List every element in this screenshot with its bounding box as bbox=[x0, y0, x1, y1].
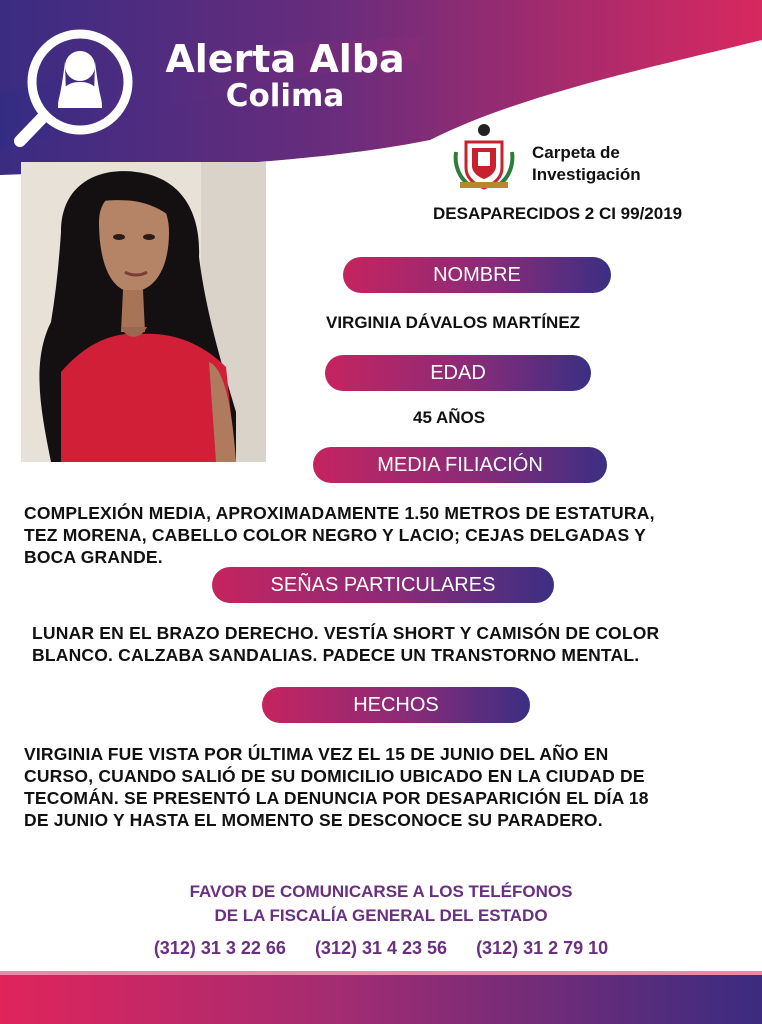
text-line: BLANCO. CALZABA SANDALIAS. PADECE UN TRANSTORNO MENTAL. bbox=[32, 645, 640, 665]
senas-particulares-text bbox=[32, 622, 742, 666]
alert-title bbox=[150, 37, 420, 114]
phone-number[interactable]: (312) 31 4 23 56 bbox=[314, 938, 448, 958]
edad-value: 45 AÑOS bbox=[413, 408, 486, 427]
contact-line-2: DE LA FISCALÍA GENERAL DEL ESTADO bbox=[214, 906, 548, 925]
phone-list bbox=[0, 938, 762, 959]
carpeta-label bbox=[532, 142, 641, 186]
text-line: COMPLEXIÓN MEDIA, APROXIMADAMENTE 1.50 METROS DE ESTATURA, bbox=[24, 503, 655, 523]
text-line: DE JUNIO Y HASTA EL MOMENTO SE DESCONOCE SU PARADERO. bbox=[24, 810, 603, 830]
text-line: VIRGINIA FUE VISTA POR ÚLTIMA VEZ EL 15 DE JUNIO DEL AÑO EN bbox=[24, 744, 609, 764]
hechos-pill: HECHOS bbox=[262, 687, 530, 723]
media-filiacion-text bbox=[24, 502, 744, 568]
edad-pill: EDAD bbox=[325, 355, 591, 391]
contact-line-1: FAVOR DE COMUNICARSE A LOS TELÉFONOS bbox=[189, 882, 573, 901]
media-filiacion-pill: MEDIA FILIACIÓN bbox=[313, 447, 607, 483]
phone-number[interactable]: (312) 31 3 22 66 bbox=[153, 938, 286, 958]
carpeta-line-1: Carpeta de bbox=[532, 143, 620, 162]
senas-particulares-pill: SEÑAS PARTICULARES bbox=[212, 567, 554, 603]
text-line: BOCA GRANDE. bbox=[24, 547, 163, 567]
phone-number[interactable]: (312) 31 2 79 10 bbox=[476, 938, 609, 958]
carpeta-line-2: Investigación bbox=[532, 165, 641, 184]
text-line: CURSO, CUANDO SALIÓ DE SU DOMICILIO UBICADO EN LA CIUDAD DE bbox=[24, 766, 645, 786]
title-line-2: Colima bbox=[225, 77, 345, 114]
missing-person-photo bbox=[21, 162, 266, 462]
text-line: LUNAR EN EL BRAZO DERECHO. VESTÍA SHORT Y CAMISÓN DE COLOR bbox=[32, 623, 660, 643]
footer-bar bbox=[0, 975, 762, 1024]
nombre-value: VIRGINIA DÁVALOS MARTÍNEZ bbox=[326, 313, 581, 332]
title-line-1: Alerta Alba bbox=[165, 37, 405, 81]
case-number: DESAPARECIDOS 2 CI 99/2019 bbox=[433, 204, 683, 223]
state-seal-icon bbox=[452, 122, 516, 192]
nombre-pill: NOMBRE bbox=[343, 257, 611, 293]
hechos-text bbox=[24, 743, 744, 831]
text-line: TEZ MORENA, CABELLO COLOR NEGRO Y LACIO; CEJAS DELGADAS Y bbox=[24, 525, 647, 545]
magnifier-person-icon bbox=[10, 24, 140, 149]
text-line: TECOMÁN. SE PRESENTÓ LA DENUNCIA POR DESAPARICIÓN EL DÍA 18 bbox=[24, 788, 649, 808]
